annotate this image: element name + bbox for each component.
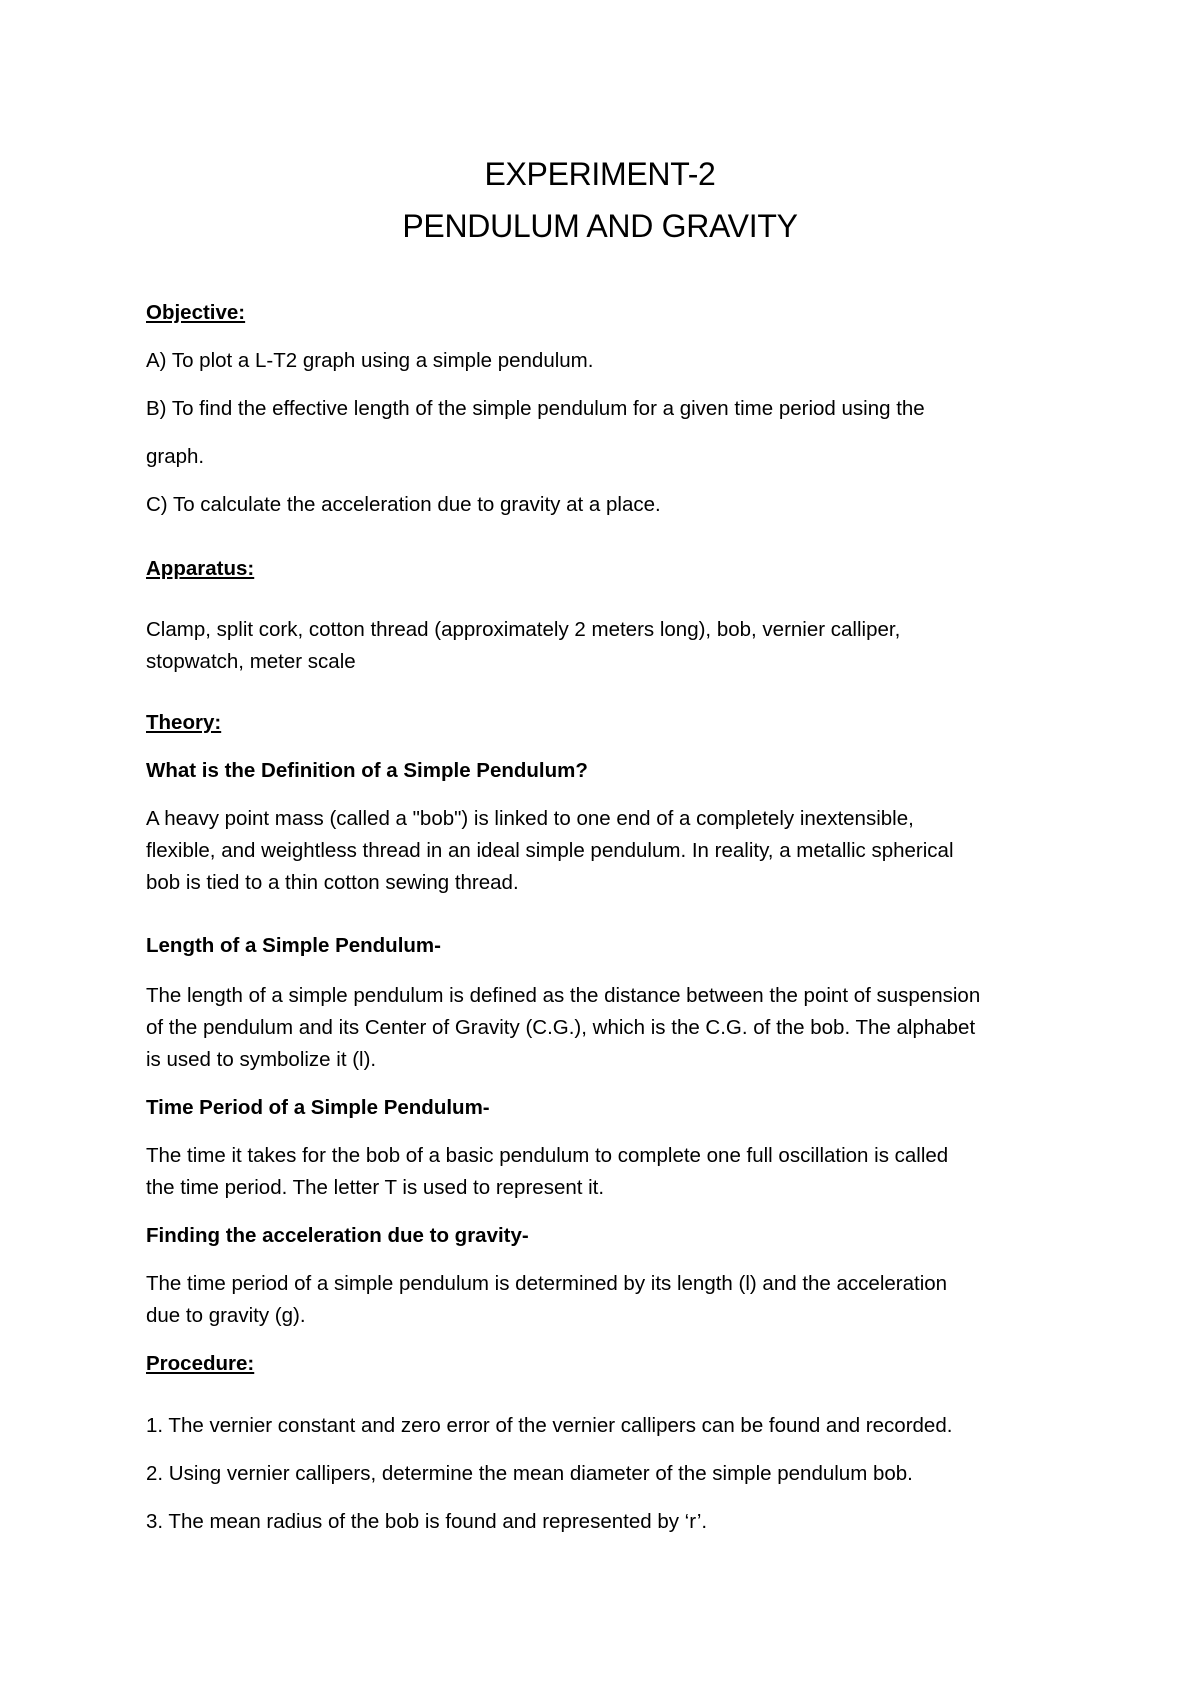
objective-item-c: C) To calculate the acceleration due to gravity at a place. — [146, 493, 661, 516]
gravity-text-line: due to gravity (g). — [146, 1304, 306, 1327]
objective-item-b-continued: graph. — [146, 445, 205, 468]
definition-text-line: bob is tied to a thin cotton sewing thread. — [146, 871, 519, 894]
definition-text-line: flexible, and weightless thread in an ideal simple pendulum. In reality, a metallic spherical — [146, 839, 954, 862]
apparatus-list-line: stopwatch, meter scale — [146, 650, 356, 673]
period-text-line: The time it takes for the bob of a basic pendulum to complete one full oscillation is called — [146, 1144, 949, 1167]
gravity-subheading: Finding the acceleration due to gravity- — [146, 1224, 529, 1247]
procedure-step: 3. The mean radius of the bob is found and represented by ‘r’. — [146, 1510, 708, 1533]
length-text-line: is used to symbolize it (l). — [146, 1048, 377, 1071]
definition-subheading: What is the Definition of a Simple Pendulum? — [146, 759, 588, 782]
title-experiment-number: EXPERIMENT-2 — [484, 156, 716, 192]
objective-heading: Objective: — [146, 301, 246, 324]
definition-text-line: A heavy point mass (called a "bob") is linked to one end of a completely inextensible, — [146, 807, 914, 830]
procedure-step: 1. The vernier constant and zero error of the vernier callipers can be found and recorded. — [146, 1414, 953, 1437]
procedure-heading: Procedure: — [146, 1352, 255, 1375]
title-experiment-name: PENDULUM AND GRAVITY — [402, 208, 798, 244]
period-subheading: Time Period of a Simple Pendulum- — [146, 1096, 490, 1119]
apparatus-heading: Apparatus: — [146, 557, 255, 580]
length-text-line: The length of a simple pendulum is defined as the distance between the point of suspension — [146, 984, 981, 1007]
procedure-step: 2. Using vernier callipers, determine the mean diameter of the simple pendulum bob. — [146, 1462, 913, 1485]
gravity-text-line: The time period of a simple pendulum is determined by its length (l) and the acceleration — [146, 1272, 948, 1295]
period-text-line: the time period. The letter T is used to represent it. — [146, 1176, 605, 1199]
objective-item-b: B) To find the effective length of the simple pendulum for a given time period using the — [146, 397, 925, 420]
length-subheading: Length of a Simple Pendulum- — [146, 934, 441, 957]
apparatus-list-line: Clamp, split cork, cotton thread (approximately 2 meters long), bob, vernier calliper, — [146, 618, 901, 641]
length-text-line: of the pendulum and its Center of Gravity (C.G.), which is the C.G. of the bob. The alphabet — [146, 1016, 976, 1039]
theory-heading: Theory: — [146, 711, 222, 734]
objective-item-a: A) To plot a L-T2 graph using a simple pendulum. — [146, 349, 594, 372]
